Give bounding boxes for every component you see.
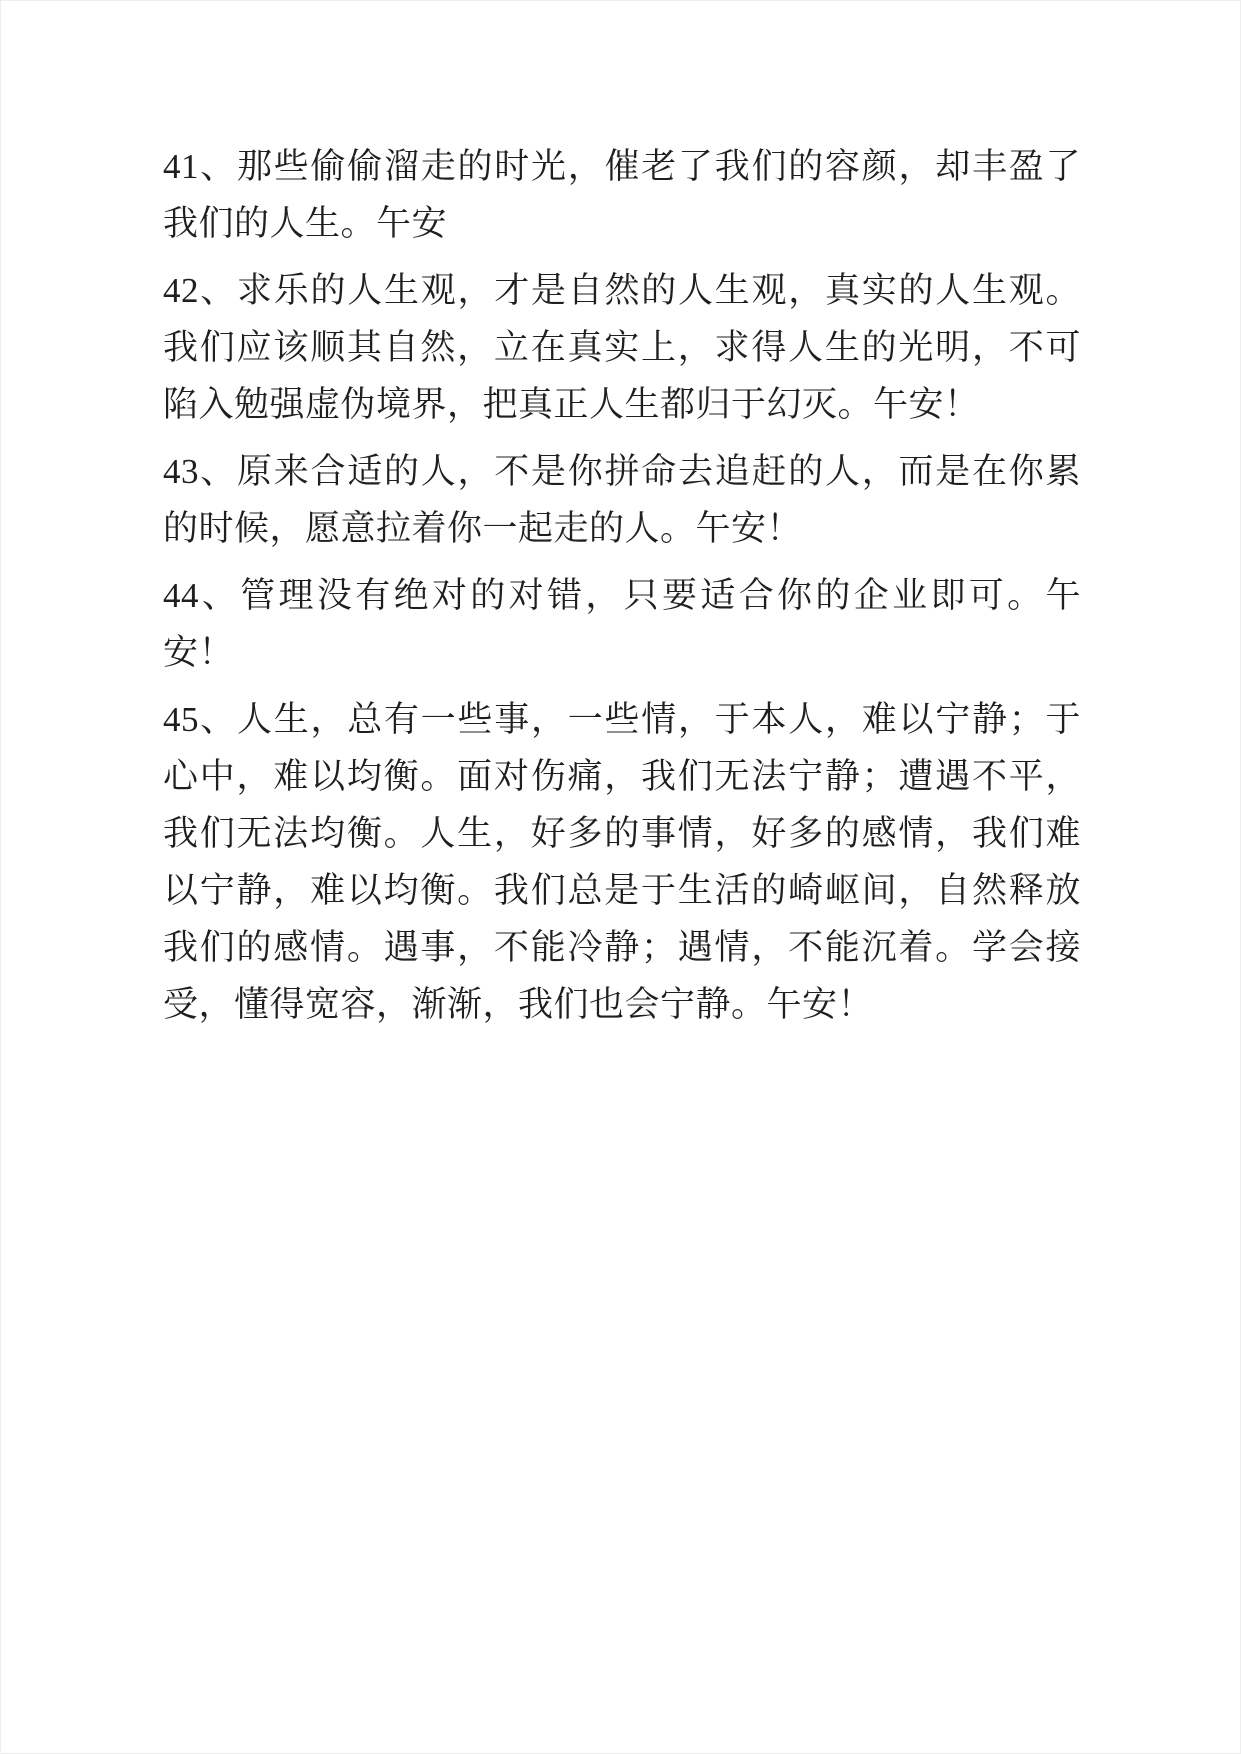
paragraph-42: 42、求乐的人生观，才是自然的人生观，真实的人生观。我们应该顺其自然，立在真实上，求得人生的光明，不可陷入勉强虚伪境界，把真正人生都归于幻灭。午安！: [163, 271, 1081, 424]
paragraph-43: 43、原来合适的人，不是你拼命去追赶的人，而是在你累的时候，愿意拉着你一起走的人。午安！: [163, 452, 1081, 548]
paragraph-41: 41、那些偷偷溜走的时光，催老了我们的容颜，却丰盈了我们的人生。午安: [163, 147, 1081, 243]
paragraph-45: 45、人生，总有一些事，一些情，于本人，难以宁静；于心中，难以均衡。面对伤痛，我们无法宁静；遭遇不平，我们无法均衡。人生，好多的事情，好多的感情，我们难以宁静，难以均衡。我们总是于生活的崎岖间，自然释放我们的感情。遇事，不能冷静；遇情，不能沉着。学会接受，懂得宽容，渐渐，我们也会宁静。午安！: [163, 700, 1081, 1024]
paragraph-44: 44、管理没有绝对的对错，只要适合你的企业即可。午安！: [163, 576, 1081, 672]
document-body-text: [163, 138, 1081, 1043]
